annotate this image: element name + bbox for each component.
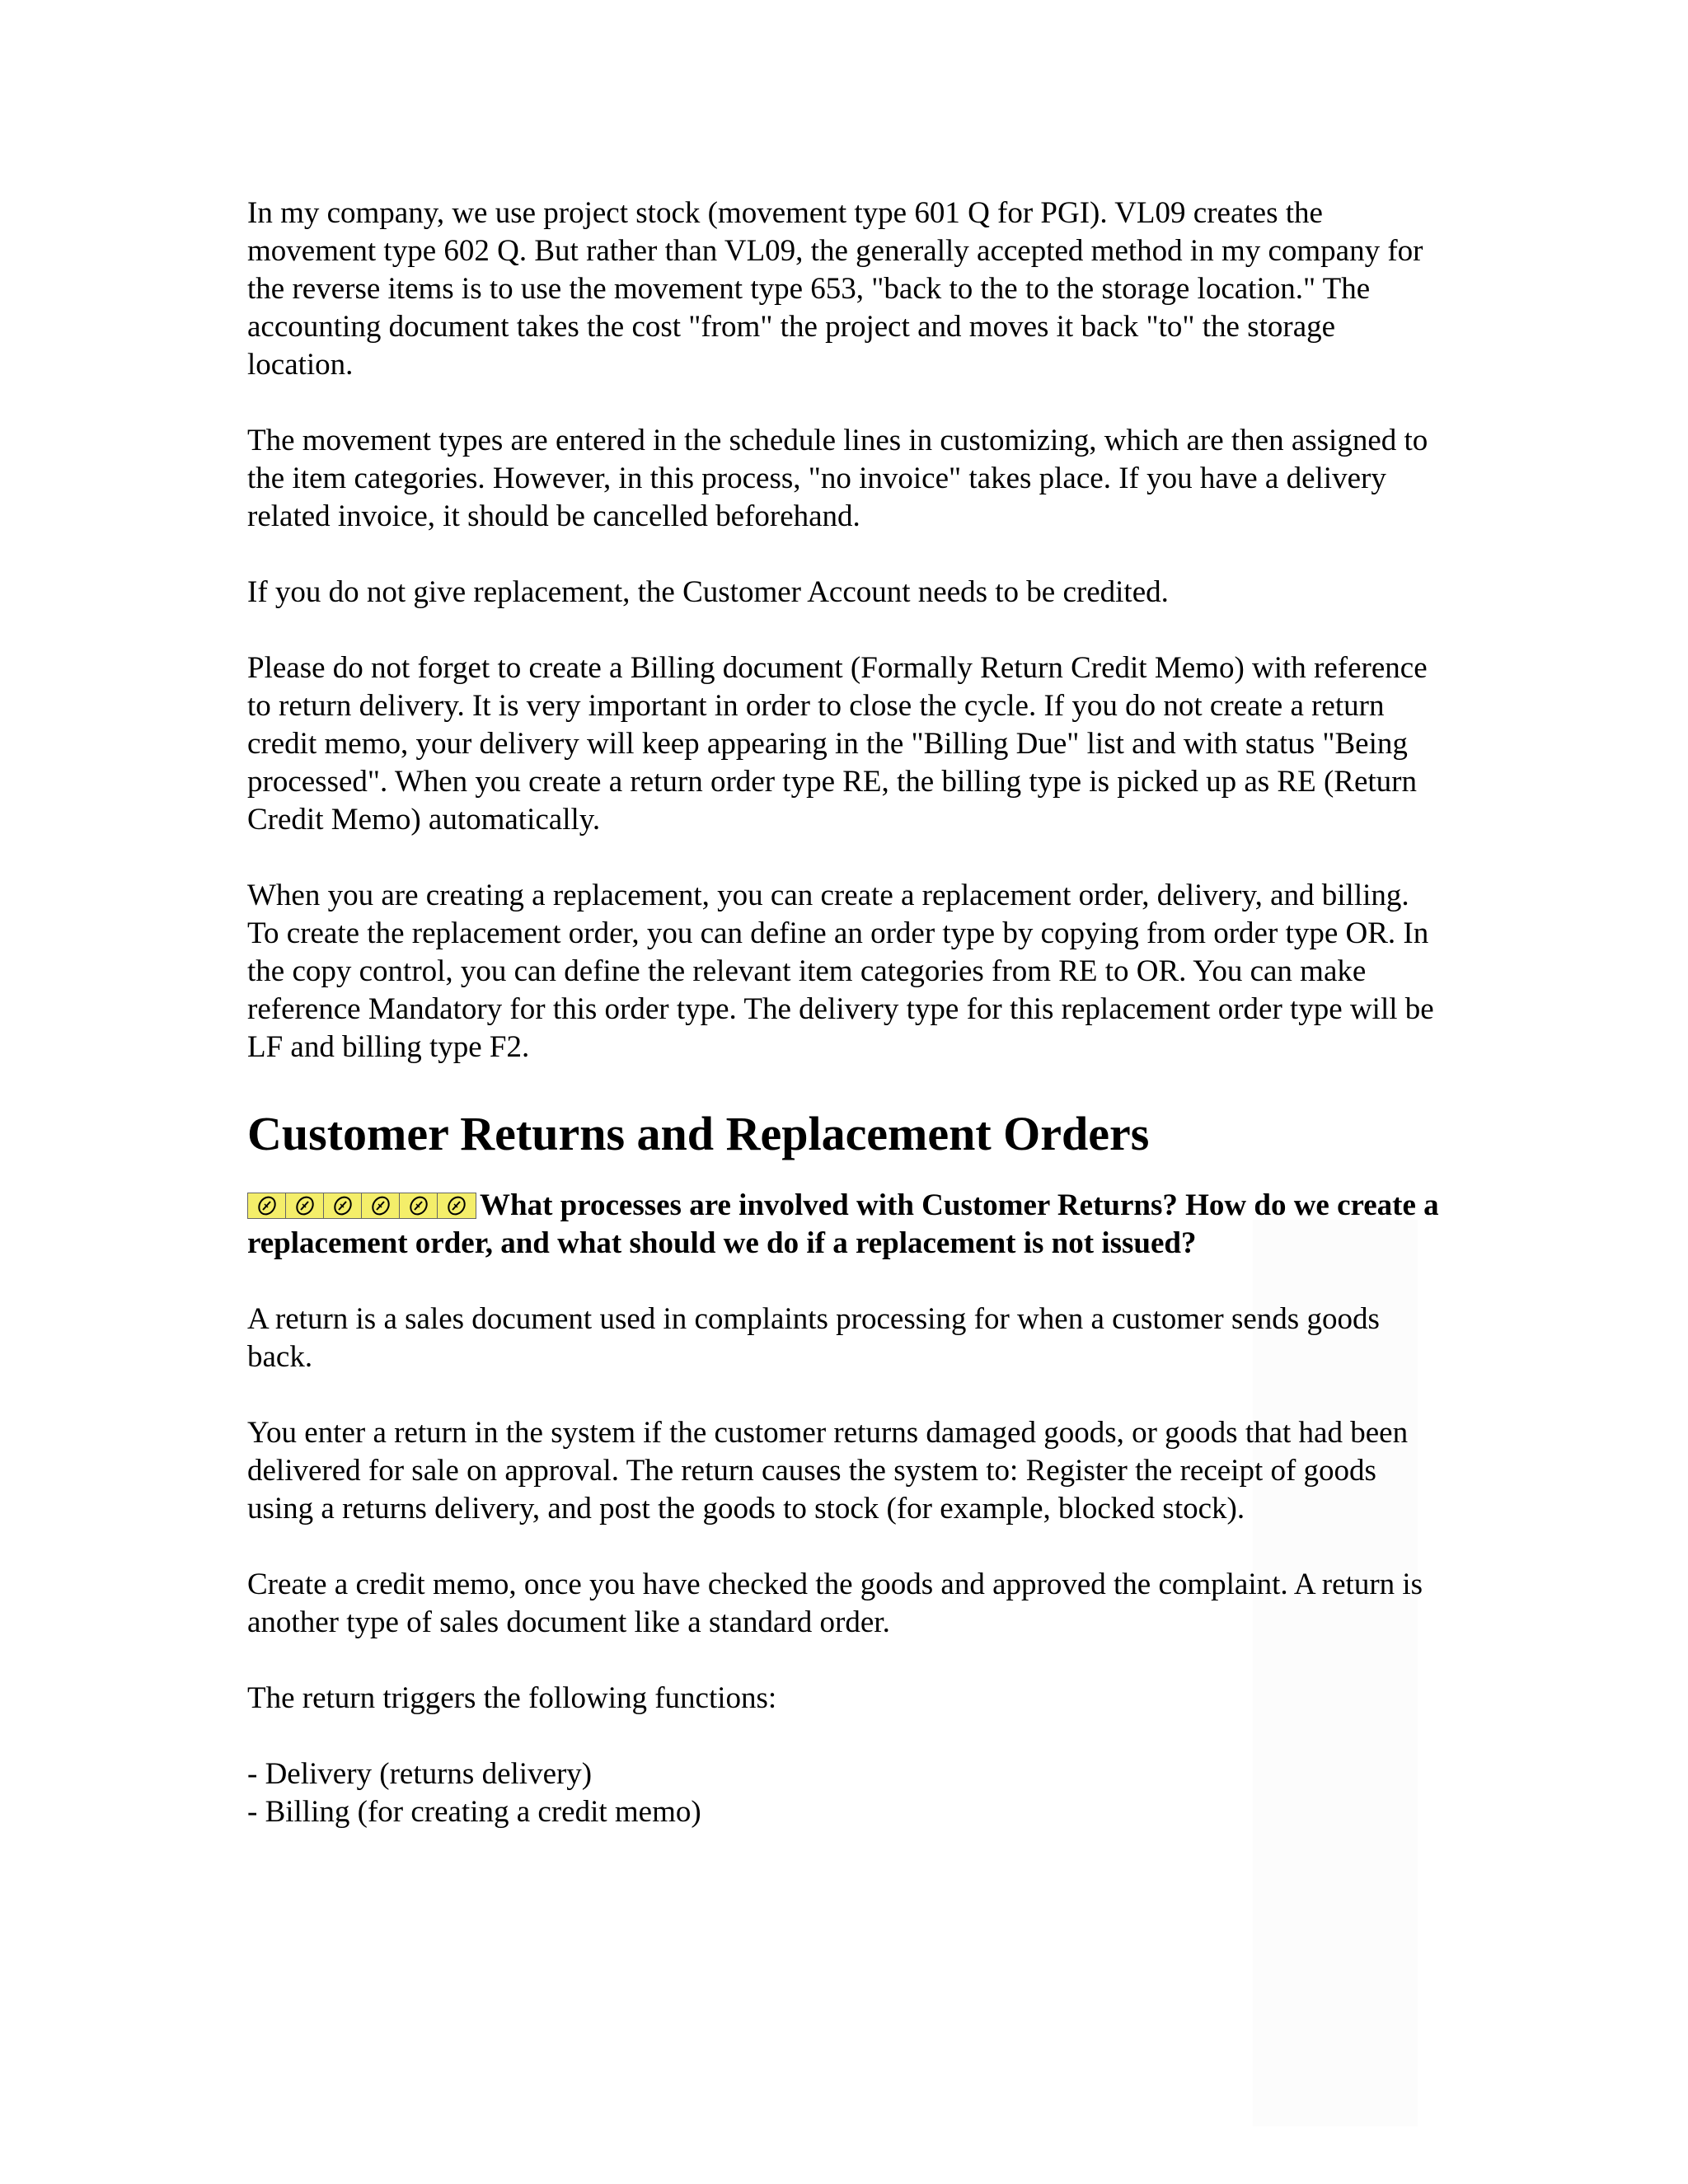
- rating-icon: [324, 1193, 362, 1218]
- paragraph-return-definition: A return is a sales document used in complaints processing for when a customer sends goods back.: [247, 1302, 1380, 1374]
- list-item: - Delivery (returns delivery): [247, 1757, 593, 1791]
- paragraph-movement-types: The movement types are entered in the schedule lines in customizing, which are then assigned to the item categories. However, in this process, "no invoice" takes place. If you have a delivery related invoice, it should be cancelled beforehand.: [247, 424, 1428, 533]
- list-item: - Billing (for creating a credit memo): [247, 1795, 701, 1829]
- rating-icon: [400, 1193, 438, 1218]
- rating-icon-strip: [247, 1193, 476, 1219]
- paragraph-enter-return: You enter a return in the system if the customer returns damaged goods, or goods that had been delivered for sale on approval. The return causes the system to: Register the receipt of goods using a returns delivery, and post the goods to stock (for example, blocked stock).: [247, 1416, 1409, 1526]
- rating-icon: [362, 1193, 400, 1218]
- rating-icon: [438, 1193, 476, 1218]
- paragraph-no-replacement: If you do not give replacement, the Customer Account needs to be credited.: [247, 575, 1169, 609]
- functions-list: [247, 1755, 1442, 1831]
- paragraph-billing-document: Please do not forget to create a Billing document (Formally Return Credit Memo) with reference to return delivery. It is very important in order to close the cycle. If you do not create a return credit memo, your delivery will keep appearing in the "Billing Due" list and with status "Being processed". When you create a return order type RE, the billing type is picked up as RE (Return Credit Memo) automatically.: [247, 651, 1428, 837]
- question-text: What processes are involved with Customer Returns? How do we create a replacement order, and what should we do if a replacement is not issued?: [247, 1188, 1439, 1260]
- rating-icon: [248, 1193, 286, 1218]
- rating-icon: [286, 1193, 324, 1218]
- question-paragraph: [247, 1187, 1442, 1263]
- paragraph-credit-memo: Create a credit memo, once you have checked the goods and approved the complaint. A return is another type of sales document like a standard order.: [247, 1568, 1423, 1639]
- document-page: [247, 194, 1442, 1831]
- paragraph-return-triggers: The return triggers the following functions:: [247, 1681, 777, 1715]
- paragraph-project-stock: In my company, we use project stock (movement type 601 Q for PGI). VL09 creates the movement type 602 Q. But rather than VL09, the generally accepted method in my company for the reverse items is to use the movement type 653, "back to the to the storage location." The accounting document takes the cost "from" the project and moves it back "to" the storage location.: [247, 196, 1423, 382]
- section-heading: Customer Returns and Replacement Orders: [247, 1107, 1150, 1160]
- paragraph-replacement-order: When you are creating a replacement, you can create a replacement order, delivery, and billing. To create the replacement order, you can define an order type by copying from order type OR. In the copy control, you can define the relevant item categories from RE to OR. You can make reference Mandatory for this order type. The delivery type for this replacement order type will be LF and billing type F2.: [247, 879, 1434, 1064]
